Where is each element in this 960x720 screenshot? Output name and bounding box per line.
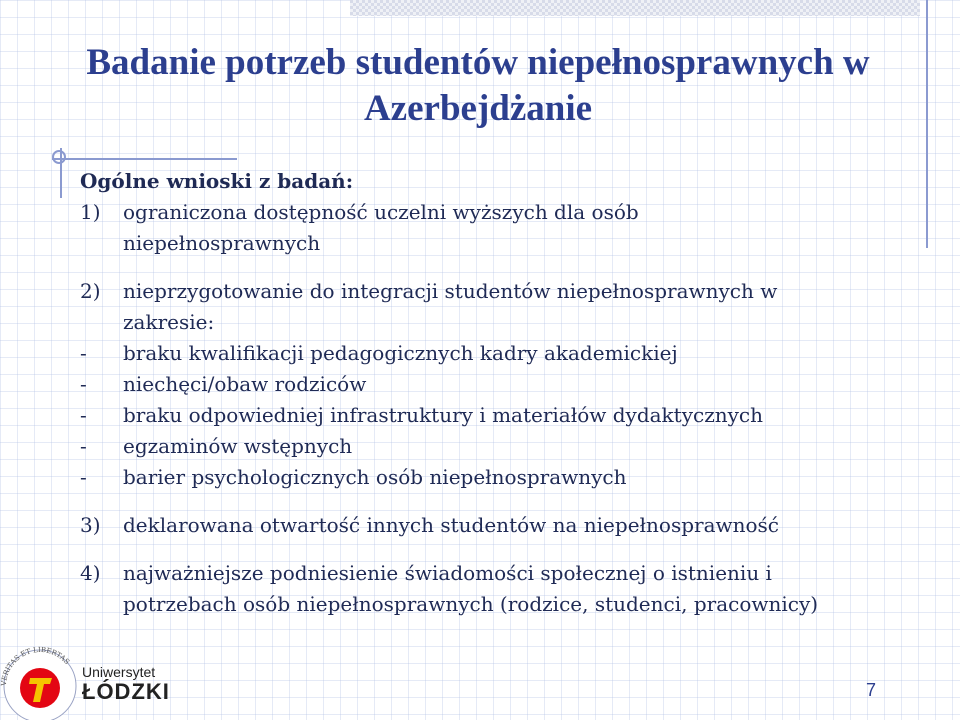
list-item-text: potrzebach osób niepełnosprawnych (rodzice, studenci, pracownicy) <box>123 592 819 616</box>
sub-list-item-text: braku odpowiedniej infrastruktury i materiałów dydaktycznych <box>123 403 763 427</box>
list-item-continuation <box>80 307 940 338</box>
dash-marker: - <box>80 434 87 458</box>
list-marker: 1) <box>80 200 101 224</box>
list-item-text: nieprzygotowanie do integracji studentów niepełnosprawnych w <box>123 279 778 303</box>
list-marker: 2) <box>80 279 101 303</box>
list-item-text: niepełnosprawnych <box>123 231 321 255</box>
university-seal-icon <box>0 642 80 720</box>
sub-list-item-text: egzaminów wstępnych <box>123 434 353 458</box>
list-item-text: najważniejsze podniesienie świadomości społecznej o istnieniu i <box>123 561 772 585</box>
sub-list-item-text: niechęci/obaw rodziców <box>123 372 367 396</box>
list-item-continuation <box>80 589 940 620</box>
ornament-horizontal-line <box>52 158 237 160</box>
list-marker: 3) <box>80 513 101 537</box>
slide-title: Badanie potrzeb studentów niepełnosprawnych w Azerbejdżanie <box>86 42 870 129</box>
list-item <box>80 510 940 541</box>
page-number: 7 <box>866 680 877 700</box>
list-item <box>80 558 940 589</box>
ornament-circle <box>52 150 66 164</box>
dash-marker: - <box>80 465 87 489</box>
list-item-text: zakresie: <box>123 310 215 334</box>
svg-text:VERITAS ET LIBERTAS: VERITAS ET LIBERTAS <box>0 645 71 687</box>
list-item <box>80 276 940 307</box>
list-item-text: ograniczona dostępność uczelni wyższych dla osób <box>123 200 639 224</box>
university-name-line2: ŁÓDZKI <box>82 679 170 704</box>
sub-list-item <box>80 431 940 462</box>
university-name-line1: Uniwersytet <box>82 664 156 680</box>
list-item <box>80 197 940 228</box>
sub-list-item <box>80 338 940 369</box>
list-item-continuation <box>80 228 940 259</box>
sub-list-item-text: barier psychologicznych osób niepełnosprawnych <box>123 465 627 489</box>
list-marker: 4) <box>80 561 101 585</box>
dash-marker: - <box>80 403 87 427</box>
sub-list-item <box>80 369 940 400</box>
list-item-text: deklarowana otwartość innych studentów na niepełnosprawność <box>123 513 779 537</box>
section-heading: Ogólne wnioski z badań: <box>80 169 354 193</box>
top-decorative-band <box>350 0 920 16</box>
sub-list-item <box>80 400 940 431</box>
sub-list-item <box>80 462 940 493</box>
university-name <box>82 664 170 704</box>
sub-list-item-text: braku kwalifikacji pedagogicznych kadry akademickiej <box>123 341 678 365</box>
dash-marker: - <box>80 341 87 365</box>
dash-marker: - <box>80 372 87 396</box>
slide-content <box>80 166 940 620</box>
